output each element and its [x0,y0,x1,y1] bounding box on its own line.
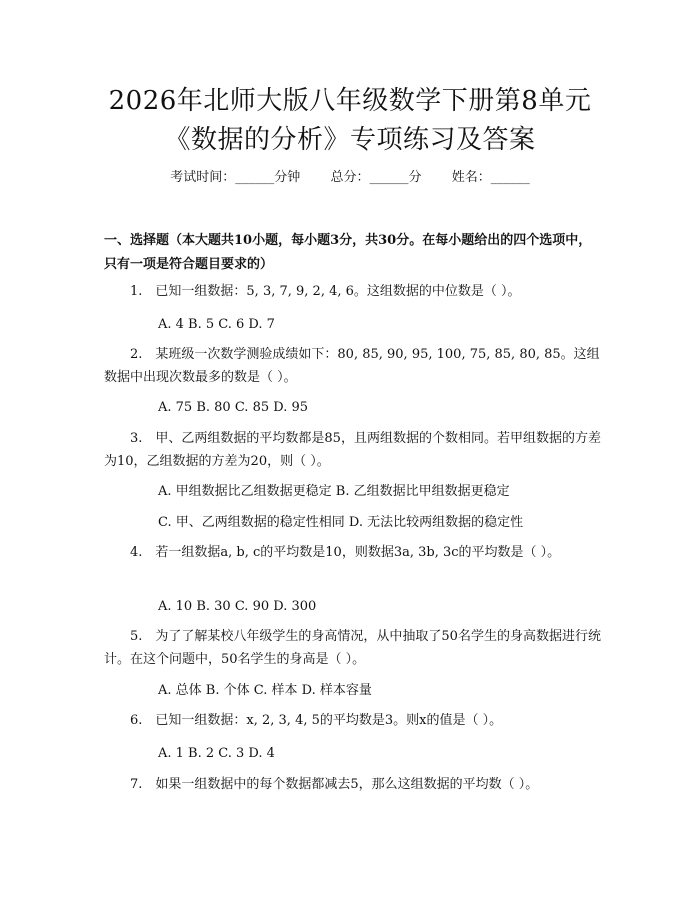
question-2-options: A. 75 B. 80 C. 85 D. 95 [158,400,309,415]
document-title-line-1: 2026年北师大版八年级数学下册第8单元 [108,86,592,116]
exam-meta-line [0,169,700,187]
section-heading: 一、选择题（本大题共10小题，每小题3分，共30分。在每小题给出的四个选项中，只有一项是符合题目要求的） [104,233,592,272]
question-1-options: A. 4 B. 5 C. 6 D. 7 [158,317,275,332]
question-5-options: A. 总体 B. 个体 C. 样本 D. 样本容量 [158,683,372,698]
question-6: 6. 已知一组数据：x, 2, 3, 4, 5的平均数是3。则x的值是（ ）。 [130,713,503,728]
exam-time-field: 考试时间：______分钟 [170,170,301,185]
document-title-line-2: 《数据的分析》专项练习及答案 [164,125,536,155]
question-3-options-ab: A. 甲组数据比乙组数据更稳定 B. 乙组数据比甲组数据更稳定 [158,484,510,499]
question-7: 7. 如果一组数据中的每个数据都减去5，那么这组数据的平均数（ ）。 [130,777,539,792]
total-score-field: 总分：______分 [330,170,422,185]
student-name-field: 姓名：______ [451,170,530,185]
question-4-options: A. 10 B. 30 C. 90 D. 300 [158,599,317,614]
question-2: 2. 某班级一次数学测验成绩如下：80, 85, 90, 95, 100, 75, 85, 80, 85。这组数据中出现次数最多的数是（ ）。 [104,347,600,385]
question-3-options-cd: C. 甲、乙两组数据的稳定性相同 D. 无法比较两组数据的稳定性 [158,515,524,530]
question-1: 1. 已知一组数据：5, 3, 7, 9, 2, 4, 6。这组数据的中位数是（ ）。 [130,284,521,299]
question-5: 5. 为了了解某校八年级学生的身高情况，从中抽取了50名学生的身高数据进行统计。在这个问题中，50名学生的身高是（ ）。 [104,629,601,667]
question-4: 4. 若一组数据a, b, c的平均数是10，则数据3a, 3b, 3c的平均数是（ ）。 [130,545,561,560]
question-6-options: A. 1 B. 2 C. 3 D. 4 [158,746,275,761]
question-3: 3. 甲、乙两组数据的平均数都是85，且两组数据的个数相同。若甲组数据的方差为10，乙组数据的方差为20，则（ ）。 [104,431,601,469]
